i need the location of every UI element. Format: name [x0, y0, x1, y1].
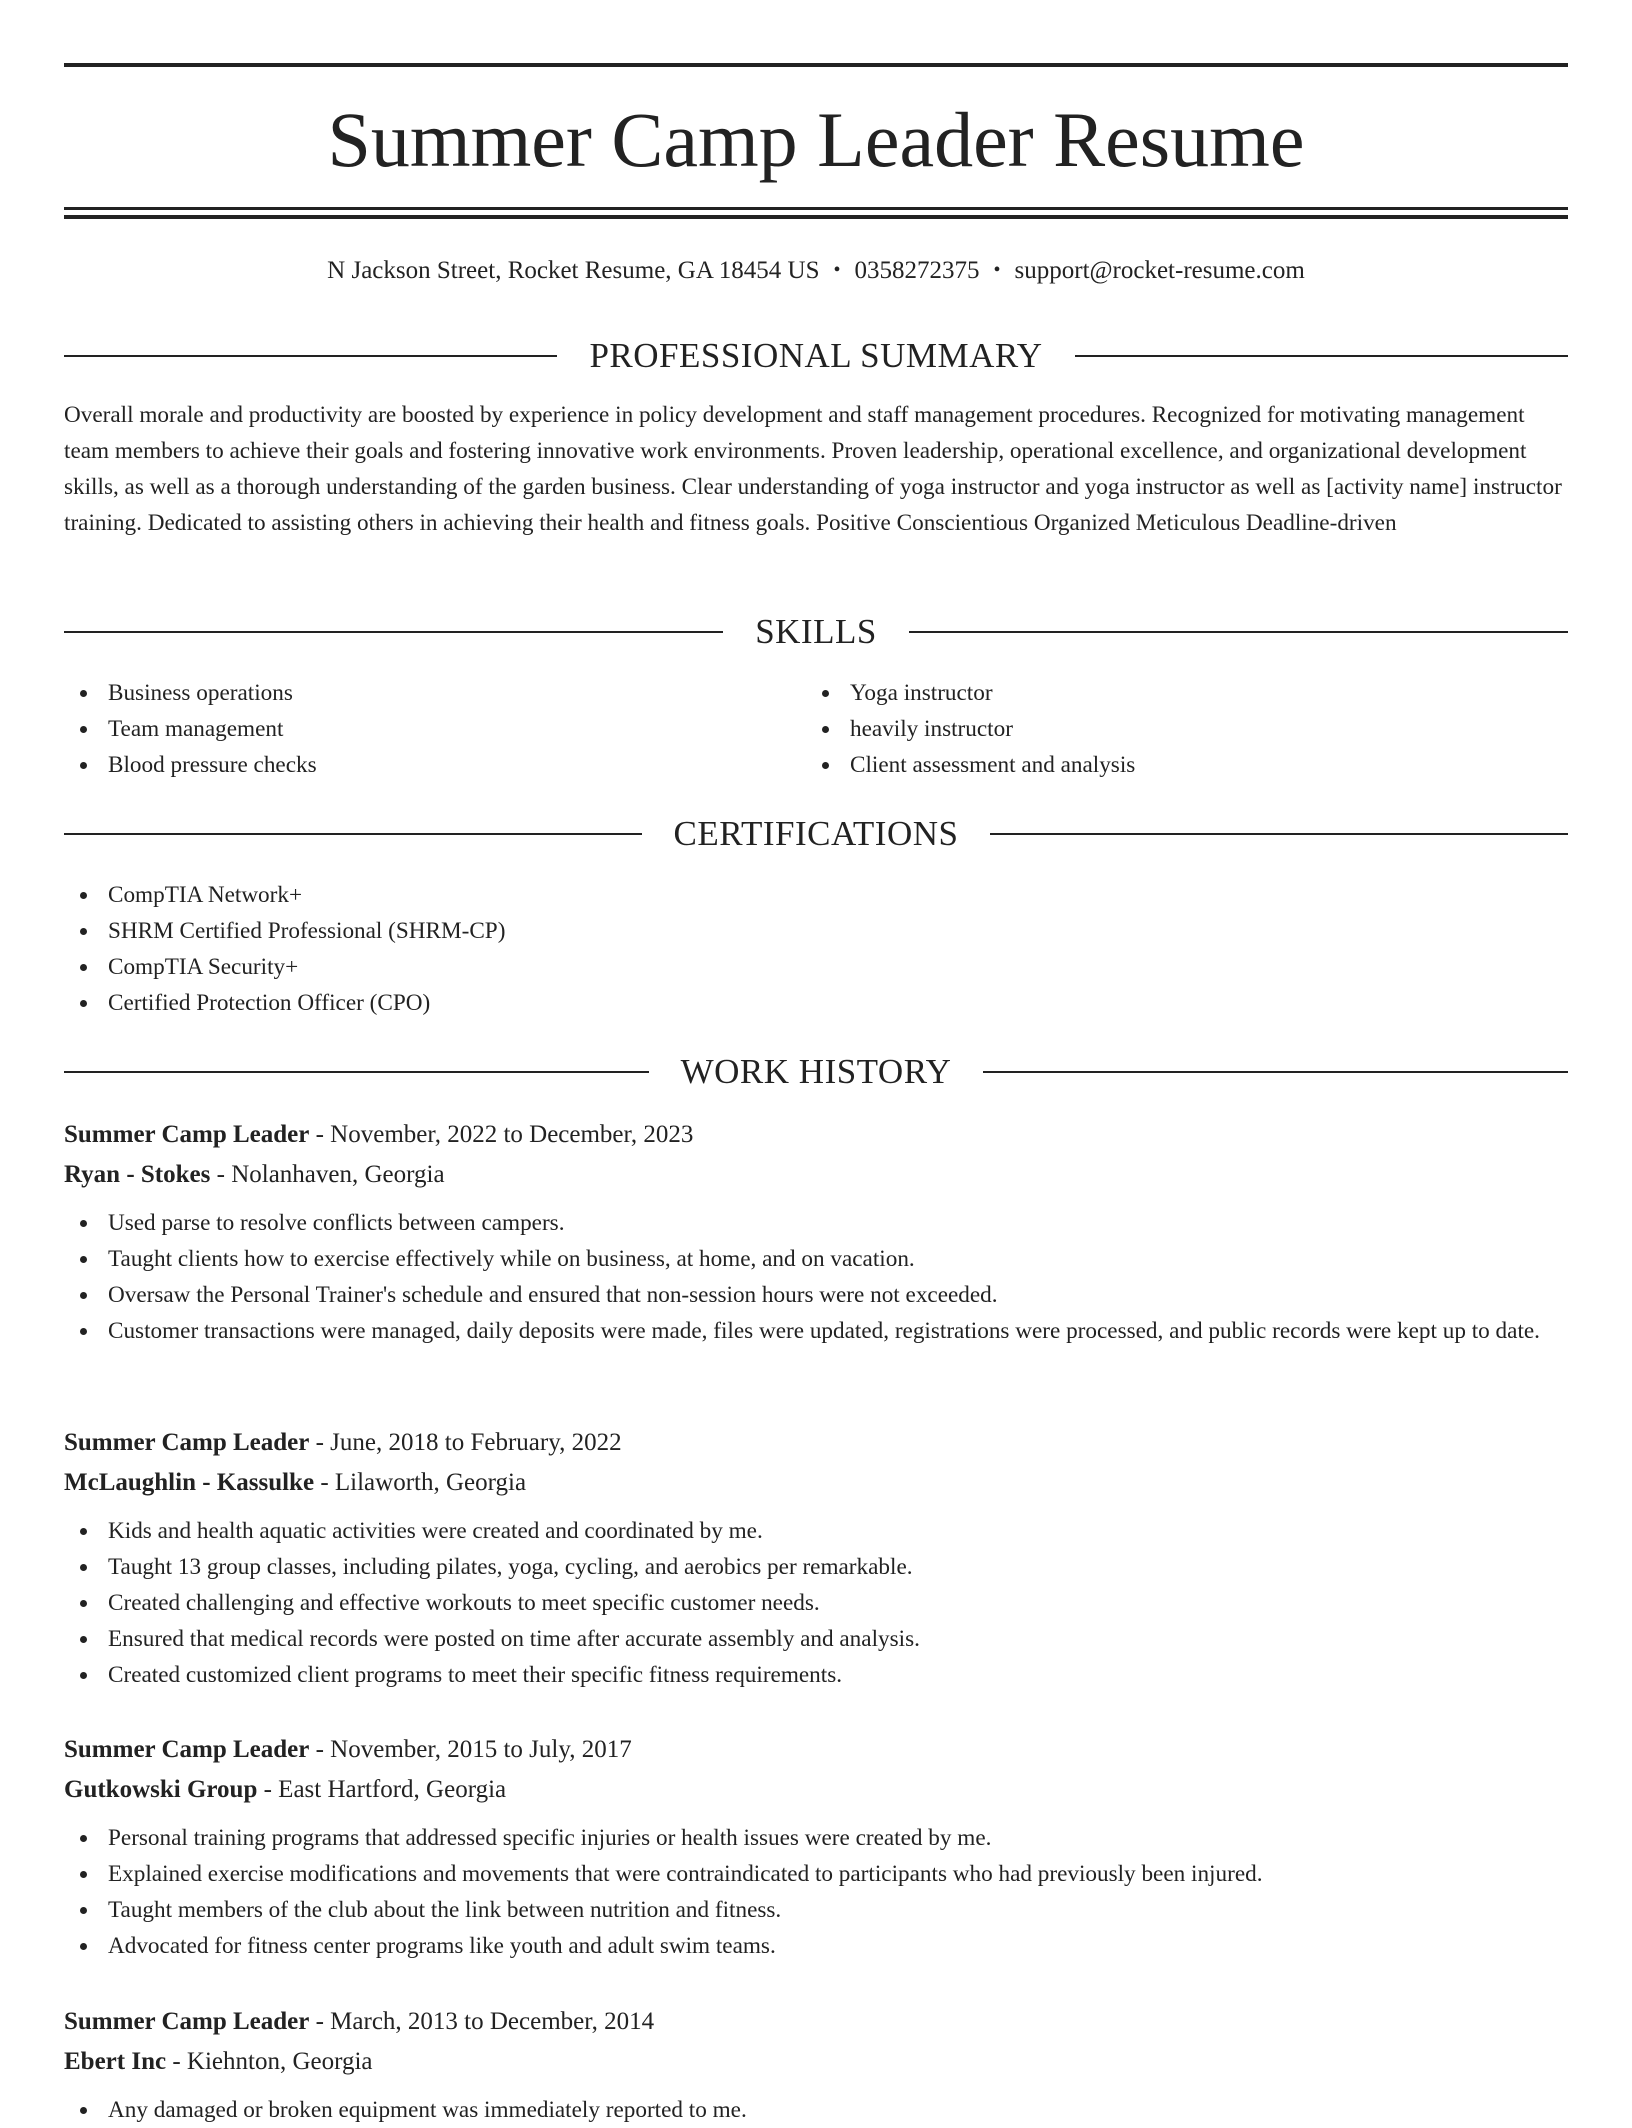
job-location: - Nolanhaven, Georgia — [210, 1161, 445, 1188]
bullet-dot — [80, 1564, 87, 1571]
contact-separator: • — [833, 259, 841, 281]
bullet-dot — [822, 762, 829, 769]
job-company-line — [64, 1463, 1568, 1503]
skill-text: heavily instructor — [850, 716, 1013, 742]
heading-rule-right — [990, 833, 1568, 835]
job-company-line — [64, 1770, 1568, 1810]
job-bullet-text: Oversaw the Personal Trainer's schedule and ensured that non-session hours were not exceeded. — [108, 1282, 998, 1308]
job-bullet-text: Customer transactions were managed, daily deposits were made, files were updated, registrations were processed, and public records were kept up to date. — [108, 1318, 1540, 1344]
heading-rule-left — [64, 833, 642, 835]
job-bullet — [64, 1241, 1568, 1277]
job-bullet-text: Created customized client programs to meet their specific fitness requirements. — [108, 1662, 843, 1688]
bullet-dot — [80, 1672, 87, 1679]
job-bullet-text: Taught 13 group classes, including pilates, yoga, cycling, and aerobics per remarkable. — [108, 1554, 913, 1580]
bullet-dot — [80, 690, 87, 697]
job-bullet-text: Taught members of the club about the link between nutrition and fitness. — [108, 1897, 782, 1923]
bullet-dot — [80, 1528, 87, 1535]
certification-text: CompTIA Security+ — [108, 954, 299, 980]
certification-text: CompTIA Network+ — [108, 882, 303, 908]
job-dates: - March, 2013 to December, 2014 — [309, 2008, 655, 2035]
section-title-skills: SKILLS — [755, 612, 877, 651]
job-bullet — [64, 1892, 1568, 1928]
skill-item — [806, 747, 1566, 783]
job-bullet-text: Taught clients how to exercise effectively while on business, at home, and on vacation. — [108, 1246, 915, 1272]
bullet-dot — [80, 1256, 87, 1263]
bullet-dot — [80, 1871, 87, 1878]
job-role: Summer Camp Leader — [64, 1121, 310, 1148]
section-title-summary: PROFESSIONAL SUMMARY — [589, 336, 1043, 375]
bullet-dot — [80, 1600, 87, 1607]
job-location: - Kiehnton, Georgia — [166, 2048, 373, 2075]
skill-text: Team management — [108, 716, 284, 742]
certification-item — [64, 949, 1568, 985]
certifications-list — [64, 877, 1568, 1021]
heading-rule-left — [64, 1071, 649, 1073]
job-bullets — [64, 1820, 1568, 1964]
skill-item — [806, 675, 1566, 711]
resume-title: Summer Camp Leader Resume — [327, 96, 1305, 183]
contact-phone: 0358272375 — [854, 257, 980, 284]
title-rule-lower — [64, 215, 1568, 219]
job-company: McLaughlin - Kassulke — [64, 1469, 315, 1496]
heading-rule-right — [909, 631, 1568, 633]
skill-text: Blood pressure checks — [108, 752, 317, 778]
job-bullet-text: Ensured that medical records were posted on time after accurate assembly and analysis. — [108, 1626, 920, 1652]
job-role: Summer Camp Leader — [64, 1429, 310, 1456]
job-company-line — [64, 1155, 1568, 1195]
skill-text: Business operations — [108, 680, 293, 706]
job-bullet — [64, 1513, 1568, 1549]
job-bullet-text: Advocated for fitness center programs like youth and adult swim teams. — [108, 1933, 776, 1959]
job-role: Summer Camp Leader — [64, 2008, 310, 2035]
job-role-line — [64, 1423, 1568, 1463]
job-bullet — [64, 1277, 1568, 1313]
skill-item — [806, 711, 1566, 747]
job-bullet-text: Kids and health aquatic activities were created and coordinated by me. — [108, 1518, 763, 1544]
skill-item — [64, 711, 804, 747]
job-bullet — [64, 1657, 1568, 1693]
bullet-dot — [80, 1328, 87, 1335]
section-heading-work-history — [64, 1050, 1568, 1094]
contact-address: N Jackson Street, Rocket Resume, GA 18454 US — [327, 257, 820, 284]
section-title-work-history: WORK HISTORY — [680, 1052, 952, 1091]
certification-text: Certified Protection Officer (CPO) — [108, 990, 431, 1016]
skill-text: Yoga instructor — [850, 680, 993, 706]
skill-item — [64, 747, 804, 783]
job-bullets — [64, 1513, 1568, 1693]
job-role-line — [64, 1115, 1568, 1155]
bullet-dot — [80, 1636, 87, 1643]
bullet-dot — [80, 2107, 87, 2114]
skills-list-right — [806, 675, 1566, 783]
bullet-dot — [80, 964, 87, 971]
job-entry — [64, 1730, 1568, 1964]
bullet-dot — [80, 1835, 87, 1842]
job-company: Ryan - Stokes — [64, 1161, 211, 1188]
job-dates: - November, 2015 to July, 2017 — [309, 1736, 632, 1763]
bullet-dot — [80, 1943, 87, 1950]
certification-item — [64, 913, 1568, 949]
section-heading-certifications — [64, 812, 1568, 856]
skills-list-left — [64, 675, 804, 783]
top-rule — [64, 63, 1568, 67]
job-bullet — [64, 1549, 1568, 1585]
contact-email: support@rocket-resume.com — [1014, 257, 1305, 284]
heading-rule-right — [1075, 355, 1568, 357]
job-bullet-text: Created challenging and effective workouts to meet specific customer needs. — [108, 1590, 820, 1616]
section-title-certifications: CERTIFICATIONS — [673, 814, 959, 853]
job-bullet — [64, 1585, 1568, 1621]
skill-text: Client assessment and analysis — [850, 752, 1136, 778]
certification-item — [64, 985, 1568, 1021]
bullet-dot — [80, 892, 87, 899]
certification-text: SHRM Certified Professional (SHRM-CP) — [108, 918, 506, 944]
job-bullet — [64, 1856, 1568, 1892]
job-role-line — [64, 1730, 1568, 1770]
bullet-dot — [822, 726, 829, 733]
job-bullet — [64, 1621, 1568, 1657]
job-bullet-text: Personal training programs that addressed specific injuries or health issues were created by me. — [108, 1825, 992, 1851]
job-entry — [64, 1115, 1568, 1349]
job-entry — [64, 1423, 1568, 1693]
heading-rule-left — [64, 631, 723, 633]
section-heading-summary — [64, 334, 1568, 378]
bullet-dot — [80, 1220, 87, 1227]
job-bullets — [64, 2092, 1568, 2128]
bullet-dot — [822, 690, 829, 697]
certification-item — [64, 877, 1568, 913]
job-bullet — [64, 1313, 1568, 1349]
heading-rule-right — [983, 1071, 1568, 1073]
job-location: - East Hartford, Georgia — [257, 1776, 507, 1803]
title-rule-upper — [64, 207, 1568, 210]
job-company: Gutkowski Group — [64, 1776, 258, 1803]
bullet-dot — [80, 762, 87, 769]
bullet-dot — [80, 1907, 87, 1914]
contact-separator: • — [993, 259, 1001, 281]
heading-rule-left — [64, 355, 557, 357]
job-bullet — [64, 1205, 1568, 1241]
contact-line — [64, 254, 1568, 289]
section-heading-skills — [64, 610, 1568, 654]
job-dates: - June, 2018 to February, 2022 — [309, 1429, 622, 1456]
job-company-line — [64, 2042, 1568, 2082]
job-bullets — [64, 1205, 1568, 1349]
bullet-dot — [80, 928, 87, 935]
bullet-dot — [80, 1292, 87, 1299]
job-entry — [64, 2002, 1568, 2128]
job-role-line — [64, 2002, 1568, 2042]
job-bullet-text: Explained exercise modifications and movements that were contraindicated to participants who had previously been injured. — [108, 1861, 1263, 1887]
job-bullet — [64, 1928, 1568, 1964]
skill-item — [64, 675, 804, 711]
job-bullet — [64, 2092, 1568, 2128]
bullet-dot — [80, 726, 87, 733]
job-bullet-text: Any damaged or broken equipment was immediately reported to me. — [108, 2097, 747, 2123]
job-bullet — [64, 1820, 1568, 1856]
job-location: - Lilaworth, Georgia — [314, 1469, 527, 1496]
summary-text: Overall morale and productivity are boosted by experience in policy development and staff management procedures. Recognized for motivating management team members to achieve their goals and fostering innovative work environments. Proven leadership, operational excellence, and organizational development skills, as well as a thorough understanding of the garden business. Clear understanding of yoga instructor and yoga instructor as well as [activity name] instructor training. Dedicated to assisting others in achieving their health and fitness goals. Positive Conscientious Organized Meticulous Deadline-driven — [64, 402, 1562, 536]
job-company: Ebert Inc — [64, 2048, 167, 2075]
bullet-dot — [80, 1000, 87, 1007]
job-bullet-text: Used parse to resolve conflicts between campers. — [108, 1210, 565, 1236]
job-role: Summer Camp Leader — [64, 1736, 310, 1763]
job-dates: - November, 2022 to December, 2023 — [309, 1121, 694, 1148]
